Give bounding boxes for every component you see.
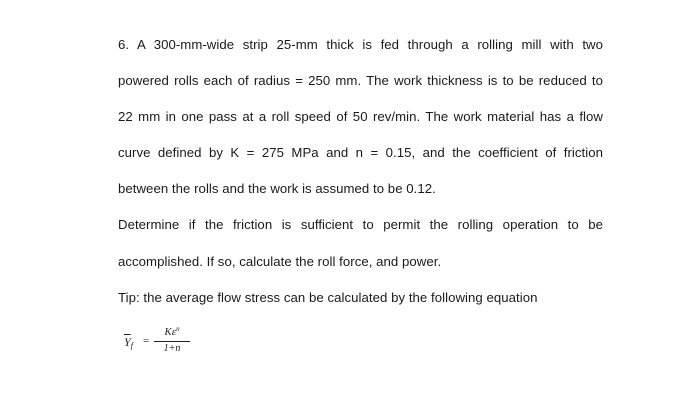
formula-fraction bbox=[152, 325, 192, 361]
formula-equals: = bbox=[143, 335, 150, 347]
formula-lhs bbox=[124, 335, 133, 350]
formula-fraction-bar bbox=[154, 341, 190, 342]
question-line-2: accomplished. If so, calculate the roll force, and power. bbox=[118, 254, 442, 269]
problem-line-5: between the rolls and the work is assumed to be 0.12. bbox=[118, 181, 436, 196]
problem-line-4: curve defined by K = 275 MPa and n = 0.15, and the coefficient of friction bbox=[118, 145, 603, 160]
question-line-1: Determine if the friction is sufficient to permit the rolling operation to be bbox=[118, 217, 603, 232]
problem-line-1: 6. A 300-mm-wide strip 25-mm thick is fed through a rolling mill with two bbox=[118, 37, 603, 52]
tip-text: Tip: the average flow stress can be calculated by the following equation bbox=[118, 290, 538, 305]
formula-numerator bbox=[152, 325, 192, 338]
formula-denominator: 1+n bbox=[163, 343, 181, 354]
problem-line-3: 22 mm in one pass at a roll speed of 50 rev/min. The work material has a flow bbox=[118, 109, 603, 124]
formula-numerator-exponent: n bbox=[176, 325, 180, 333]
formula-lhs-subscript: f bbox=[130, 341, 133, 350]
formula-numerator-base: Kε bbox=[164, 326, 177, 338]
problem-line-2: powered rolls each of radius = 250 mm. The work thickness is to be reduced to bbox=[118, 73, 603, 88]
formula-lhs-symbol: $\overline{Y}$ bbox=[124, 335, 131, 349]
